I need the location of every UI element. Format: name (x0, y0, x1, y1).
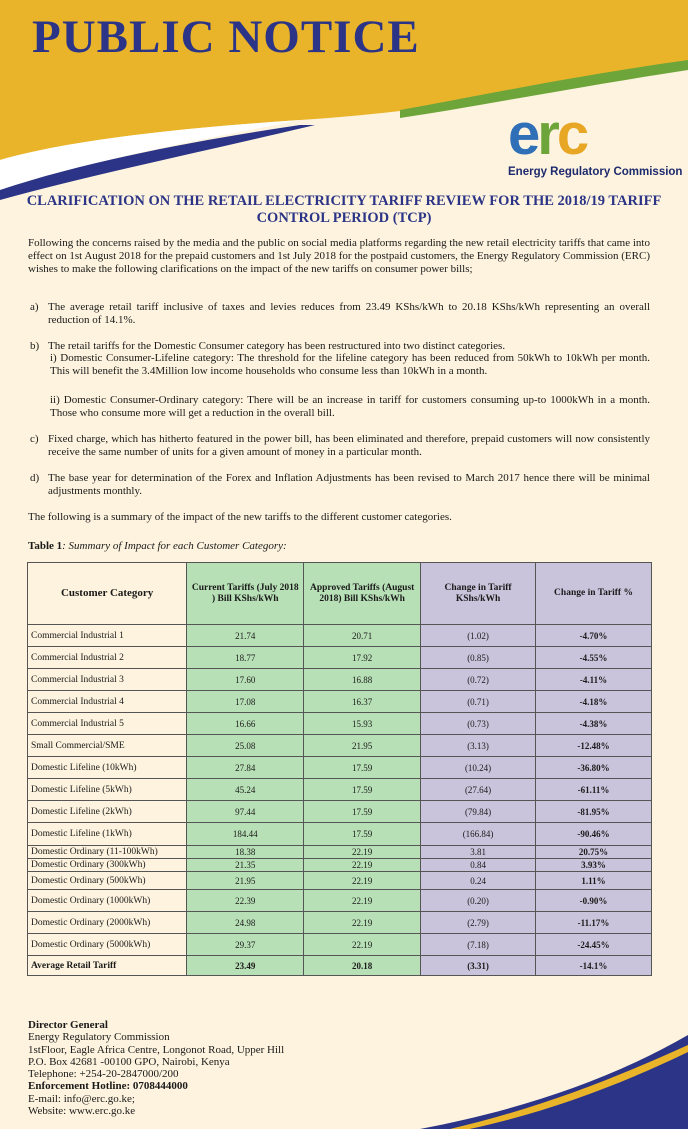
cell-approved: 15.93 (304, 713, 421, 735)
table-row (28, 735, 652, 757)
point-c-label: c) (30, 433, 39, 445)
footer-telephone: Telephone: +254-20-2847000/200 (28, 1068, 179, 1081)
cell-change: (7.18) (421, 934, 536, 956)
table-body (28, 625, 652, 976)
cell-approved: 17.92 (304, 647, 421, 669)
footer-org: Energy Regulatory Commission (28, 1031, 170, 1044)
cell-percent: -36.80% (536, 757, 652, 779)
point-d-text: The base year for determination of the Forex and Inflation Adjustments has been revised to March 2017 hence there will be minimal adjustments monthly. (48, 472, 650, 497)
point-b-text: The retail tariffs for the Domestic Consumer category has been restructured into two distinct categories. (48, 340, 506, 352)
cell-category: Commercial Industrial 2 (28, 647, 187, 669)
cell-approved: 17.59 (304, 801, 421, 823)
cell-approved: 22.19 (304, 872, 421, 890)
cell-category: Domestic Ordinary (5000kWh) (28, 934, 187, 956)
cell-change: 0.84 (421, 859, 536, 872)
cell-approved: 20.18 (304, 956, 421, 976)
cell-current: 17.60 (187, 669, 304, 691)
cell-current: 25.08 (187, 735, 304, 757)
cell-change: (0.71) (421, 691, 536, 713)
cell-percent: -4.11% (536, 669, 652, 691)
cell-current: 27.84 (187, 757, 304, 779)
table-row (28, 912, 652, 934)
cell-approved: 22.19 (304, 859, 421, 872)
cell-percent: 3.93% (536, 859, 652, 872)
point-b2-text: ii) Domestic Consumer-Ordinary category: There will be an increase in tariff for customers consuming up-to 1000kWh in a month. Those who consume more will get a reduction in the overall bill. (50, 394, 650, 419)
footer-address2: P.O. Box 42681 -00100 GPO, Nairobi, Kenya (28, 1055, 230, 1068)
table-caption-label: Table 1 (28, 540, 63, 552)
point-a (30, 301, 650, 327)
cell-category: Domestic Ordinary (2000kWh) (28, 912, 187, 934)
table-row (28, 934, 652, 956)
point-b-label: b) (30, 340, 40, 352)
cell-current: 45.24 (187, 779, 304, 801)
cell-percent: -11.17% (536, 912, 652, 934)
cell-change: (0.85) (421, 647, 536, 669)
cell-category: Domestic Ordinary (1000kWh) (28, 890, 187, 912)
cell-category: Domestic Lifeline (5kWh) (28, 779, 187, 801)
point-a-label: a) (30, 301, 39, 313)
cell-approved: 17.59 (304, 823, 421, 846)
cell-change: 0.24 (421, 872, 536, 890)
footer-title: Director General (28, 1019, 108, 1031)
table-row (28, 872, 652, 890)
impact-table (27, 562, 652, 976)
intro-paragraph: Following the concerns raised by the media and the public on social media platforms regarding the new retail electricity tariffs that came into effect on 1st August 2018 for the prepaid customers and 1st July 2018 for the postpaid customers, the Energy Regulatory Commission (ERC) wishes to make the following clarifications on the impact of the new tariffs on consumer power bills; (28, 237, 650, 275)
cell-current: 18.77 (187, 647, 304, 669)
header-customer-category: Customer Category (28, 563, 187, 625)
cell-approved: 17.59 (304, 779, 421, 801)
cell-current: 21.35 (187, 859, 304, 872)
table-row (28, 801, 652, 823)
table-row (28, 859, 652, 872)
point-d-label: d) (30, 472, 40, 484)
cell-category: Domestic Lifeline (2kWh) (28, 801, 187, 823)
logo-e: e (508, 102, 538, 167)
cell-approved: 22.19 (304, 890, 421, 912)
cell-category: Domestic Lifeline (1kWh) (28, 823, 187, 846)
cell-change: (10.24) (421, 757, 536, 779)
cell-percent: -14.1% (536, 956, 652, 976)
table-caption-text: : Summary of Impact for each Customer Category: (62, 540, 287, 552)
cell-approved: 20.71 (304, 625, 421, 647)
cell-current: 16.66 (187, 713, 304, 735)
cell-category: Small Commercial/SME (28, 735, 187, 757)
logo-wordmark (508, 102, 587, 167)
cell-approved: 22.19 (304, 846, 421, 859)
cell-change: (1.02) (421, 625, 536, 647)
logo-org-name: Energy Regulatory Commission (508, 166, 683, 178)
cell-change: (2.79) (421, 912, 536, 934)
cell-percent: -12.48% (536, 735, 652, 757)
table-row (28, 713, 652, 735)
table-row (28, 691, 652, 713)
cell-category: Average Retail Tariff (28, 956, 187, 976)
header-change-percent: Change in Tariff % (536, 563, 652, 625)
cell-current: 184.44 (187, 823, 304, 846)
cell-current: 97.44 (187, 801, 304, 823)
table-row (28, 625, 652, 647)
header-change-kshs: Change in Tariff KShs/kWh (421, 563, 536, 625)
cell-percent: -0.90% (536, 890, 652, 912)
cell-approved: 17.59 (304, 757, 421, 779)
cell-percent: 1.11% (536, 872, 652, 890)
cell-category: Domestic Ordinary (500kWh) (28, 872, 187, 890)
cell-change: (0.20) (421, 890, 536, 912)
table-row (28, 823, 652, 846)
cell-current: 24.98 (187, 912, 304, 934)
point-d (30, 472, 650, 498)
cell-percent: -61.11% (536, 779, 652, 801)
cell-percent: -4.18% (536, 691, 652, 713)
footer-contact (28, 1019, 284, 1117)
table-row (28, 669, 652, 691)
table-row (28, 779, 652, 801)
cell-change: (0.72) (421, 669, 536, 691)
cell-category: Domestic Lifeline (10kWh) (28, 757, 187, 779)
cell-category: Commercial Industrial 4 (28, 691, 187, 713)
cell-category: Commercial Industrial 3 (28, 669, 187, 691)
cell-percent: -4.55% (536, 647, 652, 669)
cell-current: 22.39 (187, 890, 304, 912)
page-title: PUBLIC NOTICE (32, 11, 420, 63)
cell-change: (79.84) (421, 801, 536, 823)
cell-current: 18.38 (187, 846, 304, 859)
logo-c: c (556, 102, 587, 167)
header-current-tariff: Current Tariffs (July 2018 ) Bill KShs/kWh (187, 563, 304, 625)
cell-category: Commercial Industrial 5 (28, 713, 187, 735)
header-banner (0, 0, 688, 200)
table-caption (28, 540, 287, 552)
footer-email: E-mail: info@erc.go.ke; (28, 1092, 135, 1105)
table-row (28, 956, 652, 976)
cell-approved: 22.19 (304, 912, 421, 934)
summary-line: The following is a summary of the impact of the new tariffs to the different customer categories. (28, 511, 452, 523)
cell-change: (3.31) (421, 956, 536, 976)
cell-percent: -81.95% (536, 801, 652, 823)
cell-approved: 21.95 (304, 735, 421, 757)
footer-website: Website: www.erc.go.ke (28, 1105, 136, 1118)
cell-current: 17.08 (187, 691, 304, 713)
cell-current: 23.49 (187, 956, 304, 976)
cell-current: 21.95 (187, 872, 304, 890)
cell-percent: -4.38% (536, 713, 652, 735)
footer-hotline: Enforcement Hotline: 0708444000 (28, 1080, 188, 1093)
cell-approved: 22.19 (304, 934, 421, 956)
cell-change: (166.84) (421, 823, 536, 846)
logo-r: r (537, 102, 557, 167)
cell-current: 21.74 (187, 625, 304, 647)
cell-category: Domestic Ordinary (300kWh) (28, 859, 187, 872)
cell-current: 29.37 (187, 934, 304, 956)
cell-percent: -4.70% (536, 625, 652, 647)
cell-category: Commercial Industrial 1 (28, 625, 187, 647)
cell-approved: 16.37 (304, 691, 421, 713)
cell-percent: -90.46% (536, 823, 652, 846)
table-header-row (28, 563, 652, 625)
point-c (30, 433, 650, 459)
table-row (28, 890, 652, 912)
table-row (28, 846, 652, 859)
cell-change: (3.13) (421, 735, 536, 757)
cell-percent: -24.45% (536, 934, 652, 956)
cell-percent: 20.75% (536, 846, 652, 859)
point-b1-text: i) Domestic Consumer-Lifeline category: The threshold for the lifeline category has been reduced from 50kWh to 10kWh per month. This will benefit the 3.4Million low income households who consume less than 10kWh in a month. (50, 352, 650, 377)
table-row (28, 757, 652, 779)
cell-change: (27.64) (421, 779, 536, 801)
cell-category: Domestic Ordinary (11-100kWh) (28, 846, 187, 859)
point-a-text: The average retail tariff inclusive of taxes and levies reduces from 23.49 KShs/kWh to 20.18 KShs/kWh representing an overall reduction of 14.1%. (48, 301, 650, 326)
cell-change: (0.73) (421, 713, 536, 735)
header-approved-tariff: Approved Tariffs (August 2018) Bill KShs/kWh (304, 563, 421, 625)
cell-approved: 16.88 (304, 669, 421, 691)
notice-heading: CLARIFICATION ON THE RETAIL ELECTRICITY TARIFF REVIEW FOR THE 2018/19 TARIFF CONTROL PERIOD (TCP) (26, 193, 662, 226)
cell-change: 3.81 (421, 846, 536, 859)
footer-address1: 1stFloor, Eagle Africa Centre, Longonot Road, Upper Hill (28, 1043, 285, 1056)
point-c-text: Fixed charge, which has hitherto featured in the power bill, has been eliminated and therefore, prepaid customers will now consistently receive the same number of units for a given amount of money in a particular month. (48, 433, 650, 458)
table-row (28, 647, 652, 669)
